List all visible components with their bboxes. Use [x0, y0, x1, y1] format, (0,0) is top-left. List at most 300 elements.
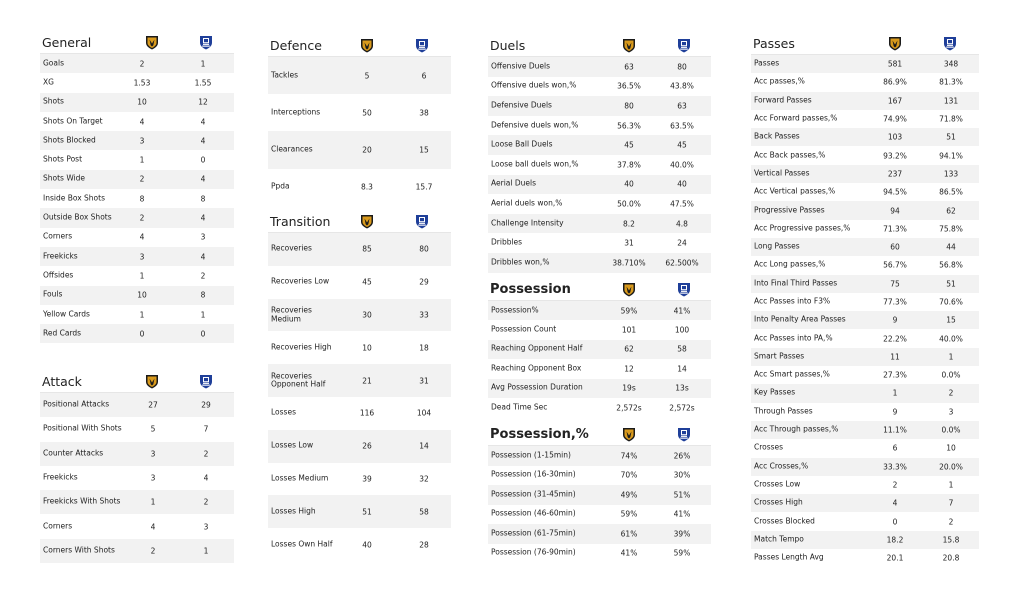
stat-row-passes-length-avg	[751, 549, 979, 567]
everton-crest-icon	[415, 214, 429, 229]
stat-row-crosses-high	[751, 494, 979, 512]
duels-rows	[488, 57, 711, 273]
home-value: 40	[624, 179, 634, 189]
home-value: 9	[892, 315, 898, 325]
wolves-crest-icon	[360, 214, 374, 229]
transition-title: Transition	[270, 214, 331, 229]
home-value: 27.3%	[883, 370, 907, 380]
stat-row-shots-on-target	[40, 112, 234, 131]
home-value: 103	[887, 132, 903, 142]
stat-row-freekicks-with-shots	[40, 490, 234, 514]
home-value: 9	[892, 407, 898, 417]
away-value: 10	[946, 443, 956, 453]
stat-label: Corners	[43, 232, 73, 241]
home-value: 10	[362, 343, 372, 353]
away-value: 12	[198, 97, 208, 107]
stat-row-aerial-duels	[488, 175, 711, 195]
away-value: 1	[200, 310, 206, 319]
home-value: 39	[362, 474, 372, 484]
home-value: 19s	[622, 383, 636, 393]
away-value: 80	[419, 244, 429, 254]
wolves-crest-icon	[888, 36, 902, 51]
stat-label: Clearances	[271, 144, 313, 154]
stat-label: Acc Progressive passes,%	[754, 223, 851, 233]
stat-row-recoveries-low	[268, 266, 451, 299]
everton-crest-icon	[199, 35, 213, 50]
home-value: 4	[139, 117, 145, 127]
stat-row-positional-with-shots	[40, 417, 234, 441]
home-value: 21	[362, 376, 372, 386]
wolves-crest-icon	[622, 427, 636, 442]
away-value: 40.0%	[670, 160, 694, 170]
away-value: 0.0%	[941, 425, 961, 435]
stat-label: Challenge Intensity	[491, 218, 564, 228]
home-value: 116	[359, 408, 375, 418]
everton-crest-icon	[677, 38, 691, 53]
stat-row-acc-crosses	[751, 458, 979, 476]
stat-row-challenge-intensity	[488, 214, 711, 234]
home-value: 0	[139, 329, 145, 339]
away-value: 38	[419, 108, 429, 118]
home-value: 60	[890, 242, 900, 252]
attack-header	[40, 371, 234, 393]
stat-label: Freekicks	[43, 251, 78, 261]
possession-panel	[488, 279, 711, 417]
stat-row-acc-smart-passes	[751, 366, 979, 384]
away-value: 45	[677, 140, 687, 150]
away-value: 15	[419, 145, 429, 155]
away-value: 4.8	[676, 219, 688, 229]
possession-pct-panel	[488, 424, 711, 563]
home-value: 3	[150, 473, 156, 483]
stat-label: Recoveries	[271, 244, 312, 254]
duels-title: Duels	[490, 38, 526, 53]
stat-label: Avg Possession Duration	[491, 382, 583, 392]
stat-row-match-tempo	[751, 531, 979, 549]
stat-label: Losses	[271, 408, 296, 418]
stat-label: Losses Own Half	[271, 539, 333, 549]
stat-row-into-penalty-area-passes	[751, 311, 979, 329]
wolves-crest-icon	[360, 38, 374, 53]
stat-row-losses-own-half	[268, 528, 451, 561]
stat-row-shots-blocked	[40, 131, 234, 150]
home-value: 70%	[620, 470, 638, 480]
away-value: 81.3%	[939, 77, 963, 87]
home-value: 10	[137, 97, 147, 107]
stat-label: Shots On Target	[43, 116, 103, 126]
home-value: 50.0%	[617, 199, 641, 209]
possession-header	[488, 279, 711, 301]
stat-row-red-cards	[40, 324, 234, 343]
away-value: 15.8	[942, 535, 960, 545]
stat-row-recoveries-medium	[268, 299, 451, 332]
away-value: 29	[201, 400, 211, 410]
stat-label: Possession (16-30min)	[491, 469, 576, 479]
transition-panel	[268, 211, 451, 561]
stat-row-offensive-duels	[488, 57, 711, 77]
duels-header	[488, 35, 711, 57]
stat-row-possession-31-45min	[488, 485, 711, 505]
stat-row-ppda	[268, 169, 451, 206]
away-value: 2	[203, 497, 209, 507]
away-value: 1	[200, 59, 206, 69]
away-value: 0	[200, 329, 206, 339]
stat-label: Acc Through passes,%	[754, 424, 839, 434]
home-value: 1	[892, 388, 898, 398]
home-value: 50	[362, 108, 372, 118]
stat-label: Offensive Duels	[491, 61, 551, 71]
stat-label: Shots	[43, 96, 64, 106]
stat-row-corners	[40, 228, 234, 247]
home-value: 74%	[620, 451, 638, 461]
away-value: 20.0%	[939, 462, 963, 472]
stat-label: Acc Forward passes,%	[754, 113, 838, 123]
stat-row-acc-passes-into-pa	[751, 329, 979, 347]
stat-label: Corners With Shots	[43, 545, 115, 555]
home-value: 2	[139, 174, 145, 184]
stat-row-acc-forward-passes	[751, 110, 979, 128]
away-value: 13s	[675, 383, 689, 393]
stat-label: Positional With Shots	[43, 424, 122, 434]
stat-label: Offensive duels won,%	[491, 81, 577, 91]
away-value: 8	[200, 290, 206, 300]
possession-title: Possession	[490, 282, 571, 297]
stat-row-acc-passes	[751, 73, 979, 91]
stat-label: Progressive Passes	[754, 205, 825, 215]
stat-label: Recoveries Medium	[271, 305, 312, 323]
stat-row-offsides	[40, 266, 234, 285]
home-value: 10	[137, 290, 147, 300]
home-value: 4	[892, 498, 898, 508]
stat-label: Crosses Low	[754, 479, 801, 489]
stat-label: Crosses	[754, 443, 784, 453]
away-value: 40.0%	[939, 334, 963, 344]
home-value: 20.1	[886, 553, 904, 563]
passes-panel	[751, 33, 979, 567]
away-value: 63	[677, 101, 687, 111]
away-value: 4	[200, 174, 206, 184]
away-value: 75.8%	[939, 224, 963, 234]
away-value: 58	[677, 344, 687, 354]
stat-label: Possession Count	[491, 324, 557, 334]
stat-label: Possession (61-75min)	[491, 528, 576, 538]
home-value: 11	[890, 352, 900, 362]
away-value: 104	[416, 408, 432, 418]
stat-label: Defensive Duels	[491, 100, 552, 110]
stat-row-back-passes	[751, 128, 979, 146]
stat-row-reaching-opponent-half	[488, 340, 711, 359]
stat-row-losses	[268, 397, 451, 430]
away-value: 2	[948, 388, 954, 398]
attack-panel	[40, 371, 234, 563]
stat-row-interceptions	[268, 94, 451, 131]
stat-row-inside-box-shots	[40, 189, 234, 208]
stat-row-xg	[40, 73, 234, 92]
home-value: 37.8%	[617, 160, 641, 170]
away-value: 0.0%	[941, 370, 961, 380]
away-value: 32	[419, 474, 429, 484]
stat-row-acc-vertical-passes	[751, 183, 979, 201]
away-value: 2	[948, 517, 954, 527]
home-value: 85	[362, 244, 372, 254]
away-value: 59%	[673, 548, 691, 558]
home-value: 63	[624, 62, 634, 72]
home-value: 1	[150, 497, 156, 507]
home-value: 74.9%	[883, 114, 907, 124]
home-value: 41%	[620, 548, 638, 558]
stat-label: Possession (46-60min)	[491, 508, 576, 518]
home-value: 71.3%	[883, 224, 907, 234]
stat-row-reaching-opponent-box	[488, 359, 711, 378]
attack-rows	[40, 393, 234, 563]
defence-rows	[268, 57, 451, 206]
stat-label: Passes Length Avg	[754, 552, 824, 562]
stat-row-losses-low	[268, 430, 451, 463]
general-header	[40, 32, 234, 54]
stat-row-goals	[40, 54, 234, 73]
home-value: 38.710%	[612, 258, 646, 268]
stat-row-crosses-blocked	[751, 512, 979, 530]
home-value: 1	[139, 155, 145, 165]
stat-label: Defensive duels won,%	[491, 120, 579, 130]
home-value: 3	[150, 449, 156, 459]
stat-label: Recoveries High	[271, 342, 332, 352]
away-value: 131	[943, 96, 959, 106]
stat-row-yellow-cards	[40, 305, 234, 324]
stat-row-acc-through-passes	[751, 421, 979, 439]
home-value: 2	[139, 59, 145, 69]
home-value: 3	[139, 136, 145, 146]
stat-label: Smart Passes	[754, 351, 805, 361]
home-value: 33.3%	[883, 462, 907, 472]
home-value: 5	[364, 71, 370, 81]
stat-row-counter-attacks	[40, 442, 234, 466]
stat-row-crosses	[751, 439, 979, 457]
away-value: 41%	[673, 306, 691, 316]
stat-row-possession-46-60min	[488, 505, 711, 525]
away-value: 41%	[673, 509, 691, 519]
stat-label: Fouls	[43, 289, 63, 299]
away-value: 26%	[673, 451, 691, 461]
stat-label: Dribbles	[491, 237, 523, 247]
stat-row-shots-wide	[40, 170, 234, 189]
stat-label: Dead Time Sec	[491, 402, 548, 412]
home-value: 4	[150, 522, 156, 532]
home-value: 6	[892, 443, 898, 453]
stat-row-acc-passes-into-f3	[751, 293, 979, 311]
away-value: 63.5%	[670, 121, 694, 131]
home-value: 8.2	[623, 219, 635, 229]
home-value: 101	[621, 325, 637, 335]
general-rows	[40, 54, 234, 343]
stat-label: Into Final Third Passes	[754, 278, 838, 288]
everton-crest-icon	[415, 38, 429, 53]
away-value: 4	[203, 473, 209, 483]
stat-row-corners-with-shots	[40, 539, 234, 563]
away-value: 6	[421, 71, 427, 81]
stat-row-freekicks	[40, 247, 234, 266]
stat-row-through-passes	[751, 403, 979, 421]
home-value: 2	[139, 213, 145, 223]
stat-label: Acc Back passes,%	[754, 150, 826, 160]
away-value: 100	[674, 325, 690, 335]
passes-header	[751, 33, 979, 55]
away-value: 4	[200, 252, 206, 262]
stat-row-fouls	[40, 286, 234, 305]
away-value: 24	[677, 238, 687, 248]
away-value: 1	[948, 352, 954, 362]
stat-label: Losses Low	[271, 440, 314, 450]
home-value: 36.5%	[617, 81, 641, 91]
stat-row-possession-76-90min	[488, 544, 711, 564]
home-value: 26	[362, 441, 372, 451]
stat-row-possession-61-75min	[488, 524, 711, 544]
stat-label: Aerial duels won,%	[491, 198, 563, 208]
away-value: 18	[419, 343, 429, 353]
stat-label: Positional Attacks	[43, 399, 110, 409]
stat-label: Loose Ball Duels	[491, 139, 553, 149]
home-value: 61%	[620, 529, 638, 539]
stat-label: Back Passes	[754, 132, 800, 142]
stat-label: Shots Wide	[43, 174, 86, 184]
away-value: 1	[948, 480, 954, 490]
stat-label: Recoveries Low	[271, 276, 330, 286]
away-value: 8	[200, 194, 206, 204]
stat-label: Recoveries Opponent Half	[271, 370, 326, 389]
stat-row-corners	[40, 514, 234, 538]
stat-row-possession	[488, 301, 711, 320]
stat-row-outside-box-shots	[40, 208, 234, 227]
stat-label: Shots Blocked	[43, 135, 96, 145]
home-value: 31	[624, 238, 634, 248]
stat-row-progressive-passes	[751, 201, 979, 219]
home-value: 56.3%	[617, 121, 641, 131]
stat-row-passes	[751, 55, 979, 73]
away-value: 14	[419, 441, 429, 451]
stat-label: Passes	[754, 58, 780, 68]
possession-pct-header	[488, 424, 711, 446]
away-value: 47.5%	[670, 199, 694, 209]
home-value: 2,572s	[616, 403, 642, 413]
transition-header	[268, 211, 451, 233]
passes-rows	[751, 55, 979, 567]
away-value: 86.5%	[939, 187, 963, 197]
stat-row-recoveries	[268, 233, 451, 266]
home-value: 3	[139, 252, 145, 262]
stat-row-positional-attacks	[40, 393, 234, 417]
away-value: 7	[948, 498, 954, 508]
possession-pct-title: Possession,%	[490, 427, 589, 442]
away-value: 40	[677, 179, 687, 189]
stat-label: Losses High	[271, 506, 316, 516]
stat-row-long-passes	[751, 238, 979, 256]
stat-label: Outside Box Shots	[43, 212, 112, 222]
home-value: 4	[139, 232, 145, 242]
stat-label: Forward Passes	[754, 95, 812, 105]
transition-rows	[268, 233, 451, 561]
home-value: 1	[139, 310, 145, 319]
home-value: 59%	[620, 306, 638, 316]
away-value: 20.8	[942, 553, 960, 563]
stat-row-recoveries-high	[268, 331, 451, 364]
stat-row-dead-time-sec	[488, 398, 711, 417]
stat-label: Corners	[43, 521, 73, 531]
away-value: 51	[946, 132, 956, 142]
home-value: 51	[362, 507, 372, 517]
stat-label: Offsides	[43, 270, 74, 280]
home-value: 167	[887, 96, 903, 106]
stat-row-possession-1-15min	[488, 446, 711, 466]
stat-label: Acc Passes into PA,%	[754, 333, 833, 343]
home-value: 22.2%	[883, 334, 907, 344]
stat-row-tackles	[268, 57, 451, 94]
away-value: 51%	[673, 490, 691, 500]
stat-row-smart-passes	[751, 348, 979, 366]
defence-panel	[268, 35, 451, 206]
stat-label: Yellow Cards	[43, 309, 90, 319]
stat-label: Ppda	[271, 181, 290, 191]
away-value: 62.500%	[665, 258, 699, 268]
away-value: 2	[203, 449, 209, 459]
stat-row-offensive-duels-won	[488, 77, 711, 97]
stat-row-defensive-duels	[488, 96, 711, 116]
home-value: 77.3%	[883, 297, 907, 307]
stat-label: Acc Smart passes,%	[754, 369, 830, 379]
stat-row-acc-long-passes	[751, 256, 979, 274]
away-value: 94.1%	[939, 151, 963, 161]
stat-row-forward-passes	[751, 92, 979, 110]
away-value: 44	[946, 242, 956, 252]
possession-rows	[488, 301, 711, 417]
home-value: 12	[624, 364, 634, 374]
away-value: 30%	[673, 470, 691, 480]
stat-row-freekicks	[40, 466, 234, 490]
away-value: 0	[200, 155, 206, 165]
away-value: 51	[946, 279, 956, 289]
stat-row-possession-16-30min	[488, 466, 711, 486]
stat-label: Losses Medium	[271, 473, 329, 483]
stat-row-acc-progressive-passes	[751, 220, 979, 238]
stat-label: Long Passes	[754, 241, 800, 251]
away-value: 56.8%	[939, 260, 963, 270]
stat-row-clearances	[268, 131, 451, 168]
stat-label: Possession (1-15min)	[491, 450, 571, 460]
home-value: 75	[890, 279, 900, 289]
away-value: 43.8%	[670, 81, 694, 91]
stat-row-aerial-duels-won	[488, 194, 711, 214]
stat-label: Inside Box Shots	[43, 193, 105, 203]
away-value: 2	[200, 271, 206, 281]
away-value: 1	[203, 546, 209, 556]
stat-row-losses-medium	[268, 463, 451, 496]
home-value: 2	[150, 546, 156, 556]
stat-label: Freekicks	[43, 472, 78, 482]
away-value: 15.7	[415, 182, 433, 192]
wolves-crest-icon	[622, 282, 636, 297]
home-value: 8	[139, 194, 145, 204]
home-value: 581	[887, 59, 903, 69]
possession-pct-rows	[488, 446, 711, 563]
stat-label: Reaching Opponent Box	[491, 363, 582, 373]
stat-label: Possession (76-90min)	[491, 547, 576, 557]
stat-label: Acc passes,%	[754, 77, 805, 87]
home-value: 30	[362, 310, 372, 320]
away-value: 62	[946, 206, 956, 216]
away-value: 39%	[673, 529, 691, 539]
home-value: 59%	[620, 509, 638, 519]
home-value: 56.7%	[883, 260, 907, 270]
stat-label: Match Tempo	[754, 534, 804, 544]
